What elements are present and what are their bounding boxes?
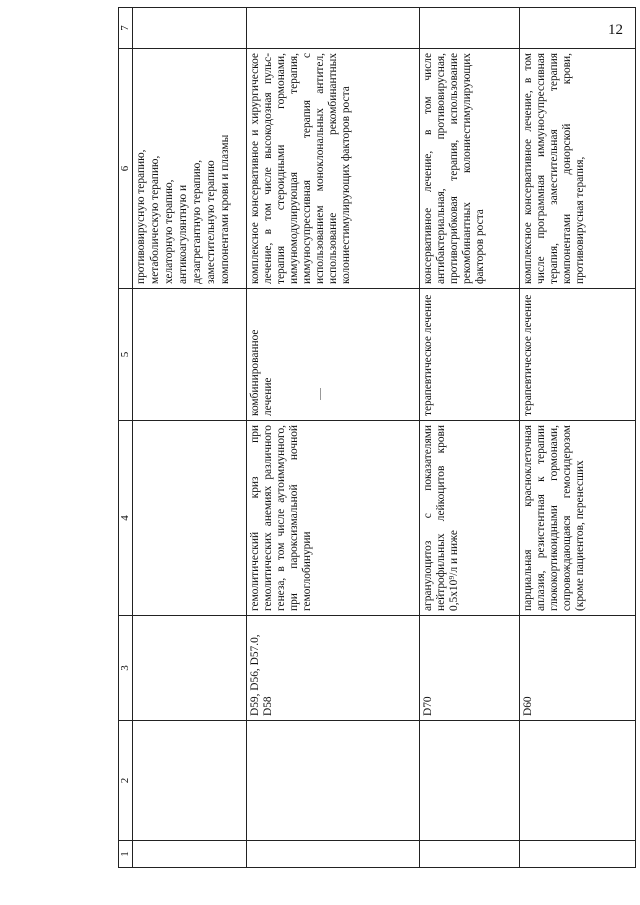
rotated-table-container	[118, 25, 640, 868]
cell-diagnosis: парциальная красноклеточная аплазия, резистентная к терапии глюкокортикоидными гормонами, сопровождающаяся гемосидерозом (кроме пациентов, перенесших	[519, 421, 635, 616]
cell-cost	[132, 8, 246, 49]
cell-number	[246, 841, 419, 868]
method-line: антикоагулянтную и	[176, 184, 189, 284]
column-header-5: 5	[119, 289, 133, 421]
cell-icd-codes	[132, 616, 246, 721]
cell-diagnosis: агранулоцитоз с показателями нейтрофильных лейкоцитов крови 0,5x10⁹/л и ниже	[419, 421, 519, 616]
column-header-1: 1	[119, 841, 133, 868]
column-header-6: 6	[119, 49, 133, 289]
cell-treatment-type: терапевтическое лечение	[419, 289, 519, 421]
cell-profile	[519, 721, 635, 841]
cell-profile	[419, 721, 519, 841]
cell-cost	[519, 8, 635, 49]
cell-treatment-method	[132, 49, 246, 289]
table-row	[132, 8, 246, 868]
cell-profile	[132, 721, 246, 841]
cell-profile	[246, 721, 419, 841]
page-number: 12	[608, 22, 623, 38]
cell-icd-codes: D59, D56, D57.0, D58	[246, 616, 419, 721]
column-header-7: 7	[119, 8, 133, 49]
cell-diagnosis: гемолитический криз при гемолитических анемиях различного генеза, в том числе аутоиммунного, при пароксизмальной ночной гемоглобинурии	[246, 421, 419, 616]
cell-icd-codes: D70	[419, 616, 519, 721]
cell-cost	[246, 8, 419, 49]
cell-treatment-type	[132, 289, 246, 421]
table-row	[519, 8, 635, 868]
table-row	[246, 8, 419, 868]
column-header-3: 3	[119, 616, 133, 721]
cell-cost	[419, 8, 519, 49]
method-line: заместительную терапию	[205, 160, 218, 284]
medical-care-table	[118, 7, 636, 868]
column-header-4: 4	[119, 421, 133, 616]
cell-treatment-method: комплексное консервативное и хирургическое лечение, в том числе высокодозная пульс-терапия стероидными гормонами, иммуномодулирующая терапия, иммуносупрессивная терапия с использованием моноклональных антител, использование рекомбинантных колониестимулирующих факторов роста	[246, 49, 419, 289]
method-line: дезагрегантную терапию,	[191, 159, 204, 284]
method-line: противовирусную терапию,	[134, 149, 147, 284]
column-number-row	[119, 8, 133, 868]
method-line: хелаторную терапию,	[162, 179, 175, 284]
cell-treatment-type: комбинированное лечение	[246, 289, 419, 421]
table-row	[419, 8, 519, 868]
cell-treatment-method: консервативное лечение, в том числе антибактериальная, противовирусная, противогрибковая терапия, использование рекомбинантных колониестимулирующих факторов роста	[419, 49, 519, 289]
cell-diagnosis	[132, 421, 246, 616]
cell-number	[519, 841, 635, 868]
cell-icd-codes: D60	[519, 616, 635, 721]
cell-treatment-method: комплексное консервативное лечение, в том числе программная иммуносупрессивная терапия, заместительная терапия компонентами донорской крови, противовирусная терапия,	[519, 49, 635, 289]
method-line: компонентами крови и плазмы	[219, 134, 232, 284]
cell-treatment-type: терапевтическое лечение	[519, 289, 635, 421]
cell-number	[419, 841, 519, 868]
cell-number	[132, 841, 246, 868]
column-header-2: 2	[119, 721, 133, 841]
method-line: метаболическую терапию,	[148, 155, 161, 284]
